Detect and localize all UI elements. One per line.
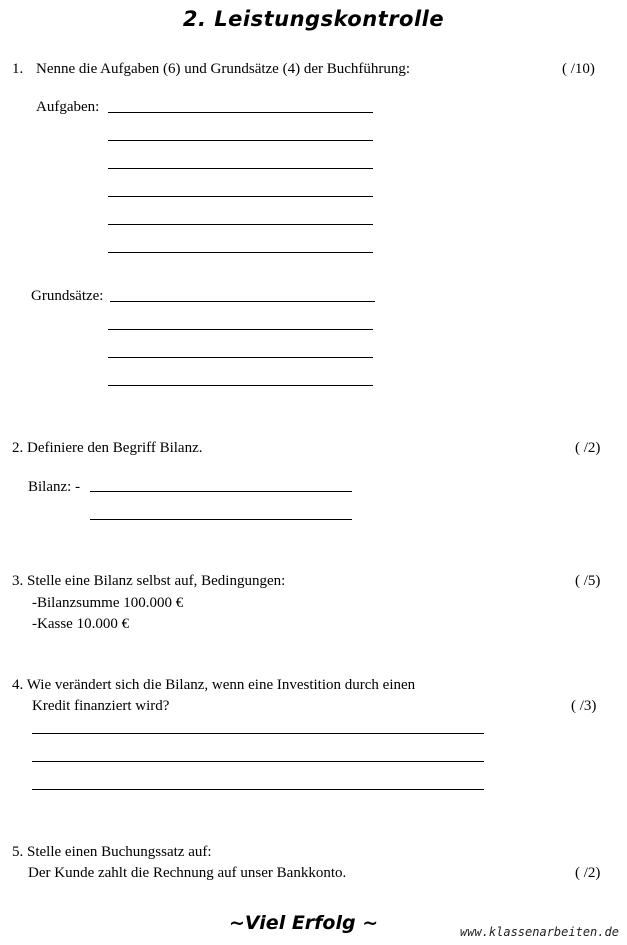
q3-text: 3. Stelle eine Bilanz selbst auf, Bedingungen: [12,573,286,589]
q1-points: ( /10) [562,61,595,77]
answer-line[interactable] [108,196,373,197]
q3-condition: -Kasse 10.000 € [32,616,130,632]
answer-line[interactable] [108,252,373,253]
grundsaetze-label: Grundsätze: [31,288,104,304]
answer-line[interactable] [32,733,484,734]
page-title: 2. Leistungskontrolle [182,7,445,31]
bilanz-label: Bilanz: - [28,479,81,495]
answer-line[interactable] [108,112,373,113]
q1-text: Nenne die Aufgaben (6) und Grundsätze (4) der Buchführung: [36,61,411,77]
answer-line[interactable] [108,168,373,169]
q2-points: ( /2) [575,440,601,456]
q1-number: 1. [12,61,24,77]
answer-line[interactable] [32,761,484,762]
answer-line[interactable] [108,140,373,141]
q4-text: 4. Wie verändert sich die Bilanz, wenn eine Investition durch einen [12,677,416,693]
watermark: www.klassenarbeiten.de [460,925,619,939]
answer-line[interactable] [108,224,373,225]
answer-line[interactable] [108,385,373,386]
q3-points: ( /5) [575,573,601,589]
answer-line[interactable] [90,519,352,520]
q5-points: ( /2) [575,865,601,881]
closing-text: ~Viel Erfolg ~ [229,912,379,934]
answer-line[interactable] [32,789,484,790]
q5-text: 5. Stelle einen Buchungssatz auf: [12,844,212,860]
q3-condition: -Bilanzsumme 100.000 € [32,595,184,611]
q5-text-continued: Der Kunde zahlt die Rechnung auf unser Bankkonto. [28,865,347,881]
answer-line[interactable] [110,301,375,302]
answer-line[interactable] [108,329,373,330]
aufgaben-label: Aufgaben: [36,99,100,115]
q4-text-continued: Kredit finanziert wird? [32,698,170,714]
answer-line[interactable] [90,491,352,492]
q2-text: 2. Definiere den Begriff Bilanz. [12,440,203,456]
answer-line[interactable] [108,357,373,358]
q4-points: ( /3) [571,698,597,714]
